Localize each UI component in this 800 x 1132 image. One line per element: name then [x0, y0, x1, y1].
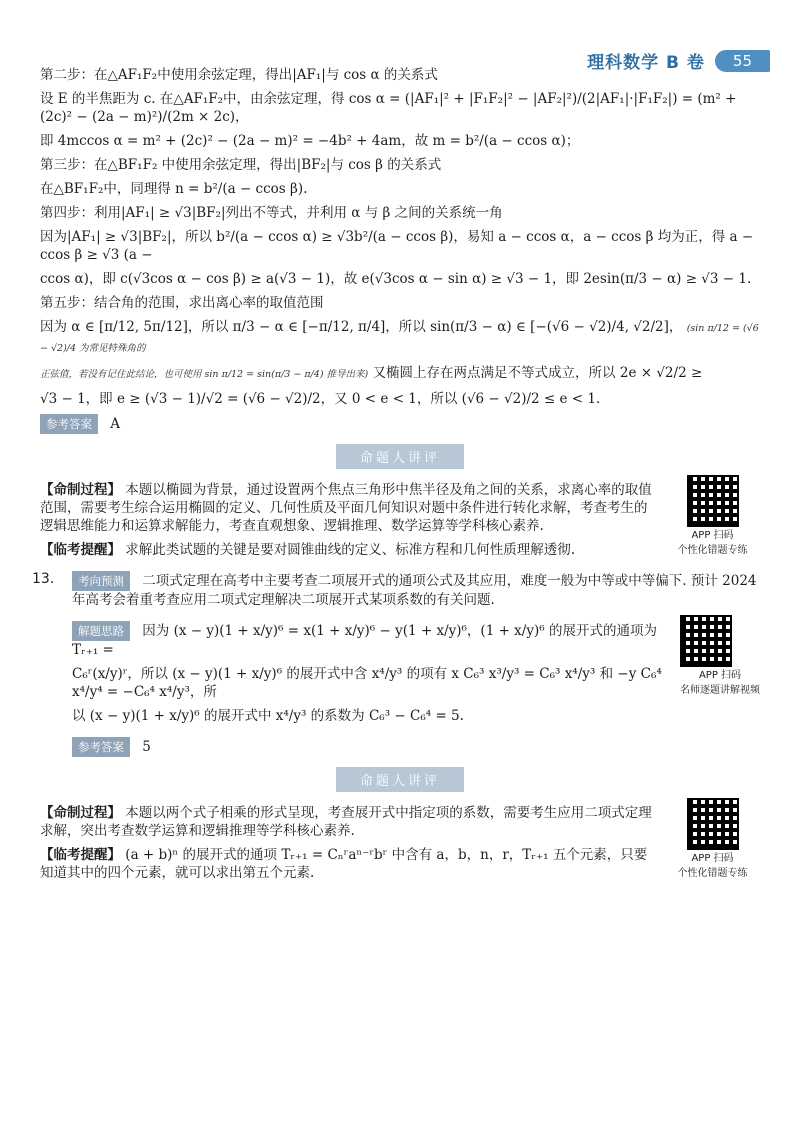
- commentary-tip: [40, 541, 657, 559]
- solution-line: 第五步：结合角的范围，求出离心率的取值范围: [40, 295, 324, 311]
- forecast-tag: 考向预测: [72, 571, 130, 591]
- solution-line: [40, 364, 760, 384]
- qr-label: 名师逐题讲解视频: [680, 685, 760, 696]
- tip-text: (a + b)ⁿ 的展开式的通项 Tᵣ₊₁ = Cₙʳaⁿ⁻ʳbʳ 中含有 a，b，n，r，Tᵣ₊₁ 五个元素，只要知道其中的四个元素，就可以求出第五个元素.: [40, 847, 648, 881]
- qr-code-block[interactable]: [680, 615, 760, 731]
- solution-line: 设 E 的半焦距为 c. 在△AF₁F₂中，由余弦定理，得 cos α = (|AF₁|² + |F₁F₂|² − |AF₂|²)/(2|AF₁|·|F₁F₂|) = (m² + (2c)² − (2a − m)²)/(2m × 2c)，: [40, 91, 737, 125]
- process-label: 【命制过程】: [40, 482, 121, 498]
- qr-label: 个性化错题专练: [677, 545, 748, 556]
- qr-label: 个性化错题专练: [677, 868, 748, 879]
- solution-text: 因为 α ∈ [π/12, 5π/12]，所以 π/3 − α ∈ [−π/12, π/4]，所以 sin(π/3 − α) ∈ [−(√6 − √2)/4, √2/2]，: [40, 319, 683, 335]
- solution-line: √3 − 1，即 e ≥ (√3 − 1)/√2 = (√6 − √2)/2，又 0 < e < 1，所以 (√6 − √2)/2 ≤ e < 1.: [40, 391, 601, 407]
- answer-tag: 参考答案: [72, 737, 130, 757]
- solution-line: 因为|AF₁| ≥ √3|BF₂|，所以 b²/(a − ccos α) ≥ √3b²/(a − ccos β)，易知 a − ccos α，a − ccos β 均为正，得 a − ccos β ≥ √3 (a −: [40, 229, 754, 263]
- commentary-tip: [40, 846, 657, 882]
- tip-label: 【临考提醒】: [40, 847, 121, 863]
- answer-value: 5: [142, 739, 151, 755]
- process-text: 本题以椭圆为背景，通过设置两个焦点三角形中焦半径及角之间的关系，求离心率的取值范围，需要考生综合运用椭圆的定义、几何性质及平面几何知识对题中条件进行转化求解，考查考生的逻辑思维能力和运算求解能力，考查直观想象、逻辑推理、数学运算等学科核心素养.: [40, 482, 652, 534]
- solution-line: 即 4mccos α = m² + (2c)² − (2a − m)² = −4b² + 4am，故 m = b²/(a − ccos α)；: [40, 133, 580, 149]
- idea-line: 解题思路 因为 (x − y)(1 + x/y)⁶ = x(1 + x/y)⁶ − y(1 + x/y)⁶，(1 + x/y)⁶ 的展开式的通项为 Tᵣ₊₁ =: [72, 623, 657, 658]
- page-number: 55: [715, 50, 770, 72]
- solution-line: [40, 318, 760, 358]
- forecast: [72, 571, 760, 609]
- commentary-process: [40, 481, 657, 535]
- idea-line: C₆ʳ(x/y)ʳ，所以 (x − y)(1 + x/y)⁶ 的展开式中含 x⁴/y³ 的项有 x C₆³ x³/y³ = C₆³ x⁴/y³ 和 −y C₆⁴ x⁴/y⁴ = −C₆⁴ x⁴/y³，所: [72, 666, 662, 700]
- answer-value: A: [110, 416, 121, 432]
- commentary-process: [40, 804, 657, 840]
- qr-code-icon[interactable]: [680, 615, 732, 667]
- commentary-12: [40, 475, 760, 565]
- commentary-13: [40, 798, 760, 888]
- solution-line: 第四步：利用|AF₁| ≥ √3|BF₂|列出不等式，并利用 α 与 β 之间的关系统一角: [40, 205, 503, 221]
- qr-label: APP 扫码: [691, 530, 734, 541]
- header-title: 理科数学 B 卷: [587, 53, 705, 73]
- qr-code-icon[interactable]: [687, 475, 739, 527]
- tip-text: 求解此类试题的关键是要对圆锥曲线的定义、标准方程和几何性质理解透彻.: [125, 542, 576, 558]
- qr-label: APP 扫码: [691, 853, 734, 864]
- process-text: 本题以两个式子相乘的形式呈现，考查展开式中指定项的系数，需要考生应用二项式定理求解，突出考查数学运算和逻辑推理等学科核心素养.: [40, 805, 652, 839]
- tip-label: 【临考提醒】: [40, 542, 121, 558]
- solution-text: 又椭圆上存在两点满足不等式成立，所以 2e × √2/2 ≥: [372, 365, 703, 381]
- commentary-title: 命题人讲评: [40, 767, 760, 792]
- question-number: 13.: [32, 571, 55, 587]
- answer-12: [40, 414, 760, 434]
- qr-code-block[interactable]: [665, 475, 760, 565]
- qr-code-block[interactable]: [665, 798, 760, 888]
- solution-line: ccos α)，即 c(√3cos α − cos β) ≥ a(√3 − 1)，故 e(√3cos α − sin α) ≥ √3 − 1，即 2esin(π/3 − α) ≥ √3 − 1.: [40, 271, 752, 287]
- idea-tag: 解题思路: [72, 621, 130, 641]
- question-13: [32, 571, 760, 757]
- answer-tag: 参考答案: [40, 414, 98, 434]
- solution-line: 在△BF₁F₂中，同理得 n = b²/(a − ccos β).: [40, 181, 308, 197]
- page-content: [32, 60, 760, 888]
- solution-note: (sin π/12 = (√6 − √2)/4 为常见特殊角的: [40, 323, 759, 354]
- forecast-text: 二项式定理在高考中主要考查二项展开式的通项公式及其应用，难度一般为中等或中等偏下. 预计 2024 年高考会着重考查应用二项式定理解决二项展开式某项系数的有关问题.: [72, 573, 757, 608]
- qr-label: APP 扫码: [698, 670, 742, 681]
- idea-line: 以 (x − y)(1 + x/y)⁶ 的展开式中 x⁴/y³ 的系数为 C₆³ − C₆⁴ = 5.: [72, 708, 464, 724]
- solution-note: 正弦值，若没有记住此结论，也可使用 sin π/12 = sin(π/3 − π/4) 推导出来): [40, 369, 369, 380]
- answer-13: [72, 737, 760, 757]
- process-label: 【命制过程】: [40, 805, 121, 821]
- solution-line: 第二步：在△AF₁F₂中使用余弦定理，得出|AF₁|与 cos α 的关系式: [40, 67, 438, 83]
- solution-line: 第三步：在△BF₁F₂ 中使用余弦定理，得出|BF₂|与 cos β 的关系式: [40, 157, 442, 173]
- commentary-title: 命题人讲评: [40, 444, 760, 469]
- qr-code-icon[interactable]: [687, 798, 739, 850]
